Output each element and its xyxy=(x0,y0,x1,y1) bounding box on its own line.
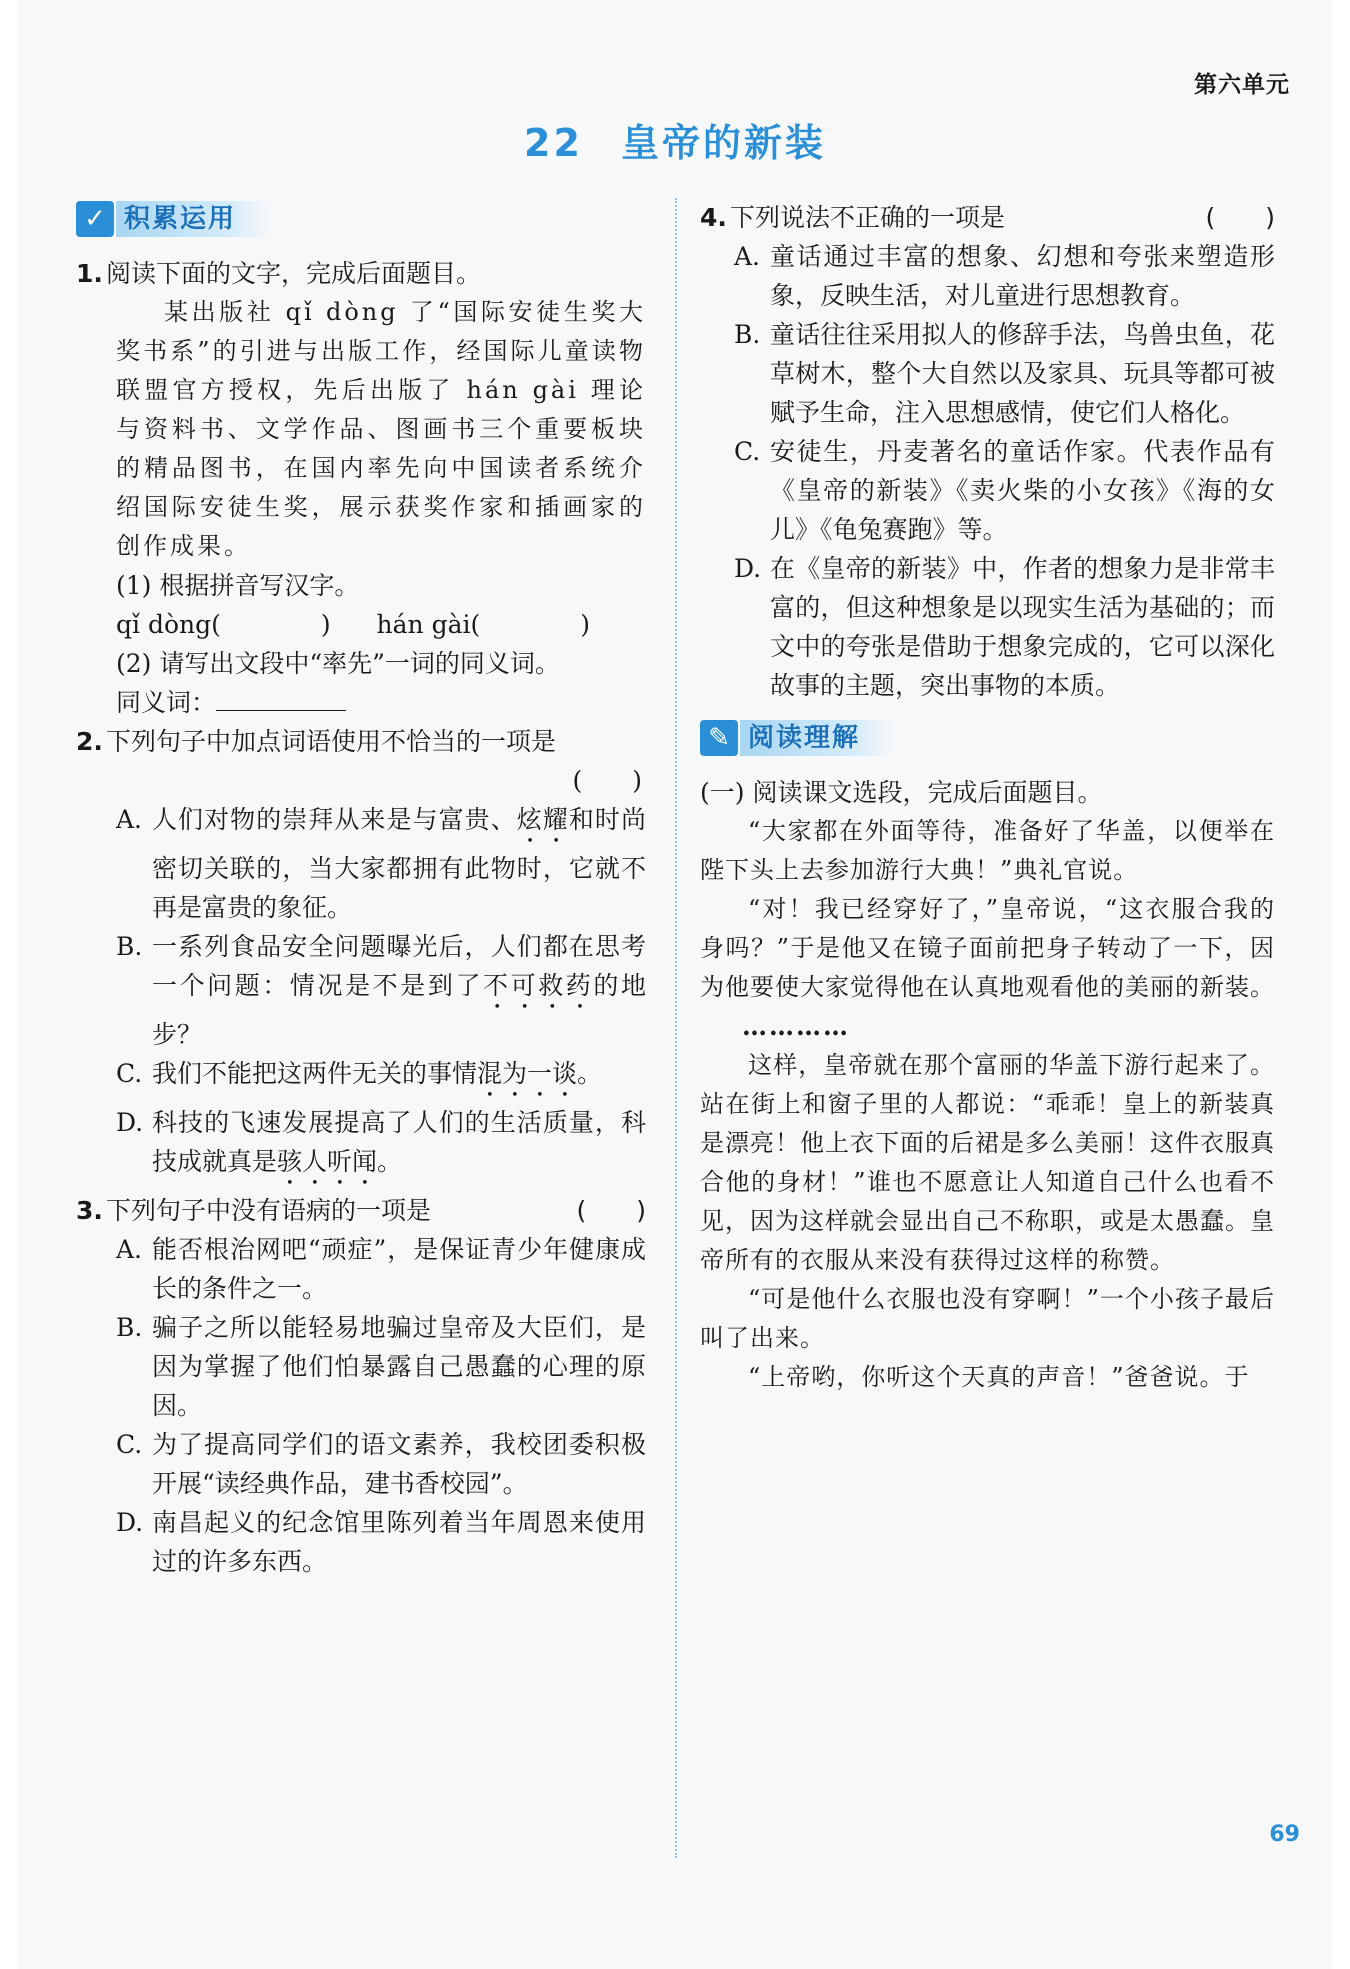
reading-paragraph-1: “大家都在外面等待，准备好了华盖，以便举在陛下头上去参加游行大典！”典礼官说。 xyxy=(700,817,1275,884)
check-icon: ✓ xyxy=(76,201,114,237)
emphasized-word: 混为一谈 xyxy=(477,1059,578,1088)
section-accumulate-label: 积累运用 xyxy=(116,201,270,237)
question-stem: 下列说法不正确的一项是 xyxy=(730,203,1006,232)
right-column xyxy=(700,198,1275,1397)
sub-question-1: (1) 根据拼音写汉字。 xyxy=(116,571,360,600)
reading-ellipsis: ………… xyxy=(742,1012,850,1041)
section-accumulate xyxy=(76,198,646,240)
reading-intro: (一) 阅读课文选段，完成后面题目。 xyxy=(700,778,1103,807)
question-stem: 阅读下面的文字，完成后面题目。 xyxy=(106,259,482,288)
question-passage: 某出版社 qǐ dòng 了“国际安徒生奖大奖书系”的引进与出版工作，经国际儿童读物联盟官方授权，先后出版了 hán gài 理论与资料书、文学作品、图画书三个重要板块的精品图书，在国内率先向中国读者系统介绍国际安徒生奖，展示获奖作家和插画家的创作成果。 xyxy=(116,298,646,560)
reading-paragraph-5: “上帝哟，你听这个天真的声音！”爸爸说。于 xyxy=(748,1363,1250,1391)
option-b: B. 童话往往采用拟人的修辞手法，鸟兽虫鱼，花草树木，整个大自然以及家具、玩具等都可被赋予生命，注入思想感情，使它们人格化。 xyxy=(734,320,1275,427)
question-stem: 下列句子中加点词语使用不恰当的一项是 xyxy=(106,727,557,756)
question-number: 4. xyxy=(700,203,727,232)
option-a: A. 人们对物的崇拜从来是与富贵、炫耀和时尚密切关联的，当大家都拥有此物时，它就不再是富贵的象征。 xyxy=(116,805,646,922)
option-b: B. 一系列食品安全问题曝光后，人们都在思考一个问题：情况是不是到了不可救药的地步？ xyxy=(116,932,646,1049)
question-3 xyxy=(76,1191,646,1581)
section-reading xyxy=(700,717,1275,759)
reading-paragraph-4: “可是他什么衣服也没有穿啊！”一个小孩子最后叫了出来。 xyxy=(700,1285,1275,1352)
option-c: C. 我们不能把这两件无关的事情混为一谈。 xyxy=(116,1059,603,1088)
option-c: C. 为了提高同学们的语文素养，我校团委积极开展“读经典作品，建书香校园”。 xyxy=(116,1430,646,1498)
synonym-label: 同义词： xyxy=(116,688,217,717)
synonym-blank[interactable] xyxy=(216,684,346,711)
option-d: D. 在《皇帝的新装》中，作者的想象力是非常丰富的，但这种想象是以现实生活为基础的；而文中的夸张是借助于想象完成的，它可以深化故事的主题，突出事物的本质。 xyxy=(734,554,1275,700)
question-stem: 下列句子中没有语病的一项是 xyxy=(106,1196,432,1225)
emphasized-word: 炫耀 xyxy=(516,805,569,834)
option-d: D. 南昌起义的纪念馆里陈列着当年周恩来使用过的许多东西。 xyxy=(116,1508,646,1576)
option-d: D. 科技的飞速发展提高了人们的生活质量，科技成就真是骇人听闻。 xyxy=(116,1108,646,1176)
emphasized-word: 骇人听闻 xyxy=(277,1147,378,1176)
answer-bracket[interactable]: ( ) xyxy=(572,766,642,795)
option-a: A. 童话通过丰富的想象、幻想和夸张来塑造形象，反映生活，对儿童进行思想教育。 xyxy=(734,242,1275,310)
reading-paragraph-2: “对！我已经穿好了，”皇帝说，“这衣服合我的身吗？”于是他又在镜子面前把身子转动了一下，因为他要使大家觉得他在认真地观看他的美丽的新装。 xyxy=(700,895,1275,1001)
section-reading-label: 阅读理解 xyxy=(740,720,894,756)
lesson-number: 22 xyxy=(524,121,583,165)
option-b: B. 骗子之所以能轻易地骗过皇帝及大臣们，是因为掌握了他们怕暴露自己愚蠢的心理的原因。 xyxy=(116,1313,646,1420)
lesson-title xyxy=(0,112,1350,167)
unit-label: 第六单元 xyxy=(1194,72,1290,98)
left-column xyxy=(76,198,646,1581)
question-2 xyxy=(76,722,646,1191)
question-number: 2. xyxy=(76,727,103,756)
reading-paragraph-3: 这样，皇帝就在那个富丽的华盖下游行起来了。站在街上和窗子里的人都说：“乖乖！皇上的新装真是漂亮！他上衣下面的后裙是多么美丽！这件衣服真合他的身材！”谁也不愿意让人知道自己什么也看不见，因为这样就会显出自己不称职，或是太愚蠢。皇帝所有的衣服从来没有获得过这样的称赞。 xyxy=(700,1051,1275,1274)
pinyin-blank-1[interactable]: qǐ dòng( ) xyxy=(116,610,331,639)
option-a: A. 能否根治网吧“顽症”，是保证青少年健康成长的条件之一。 xyxy=(116,1235,646,1303)
sub-question-2: (2) 请写出文段中“率先”一词的同义词。 xyxy=(116,649,560,678)
lesson-name: 皇帝的新装 xyxy=(620,121,826,165)
answer-bracket[interactable]: ( ) xyxy=(576,1196,646,1225)
emphasized-word: 不可救药 xyxy=(483,971,594,1000)
question-4 xyxy=(700,198,1275,705)
question-number: 3. xyxy=(76,1196,103,1225)
page-number: 69 xyxy=(1269,1822,1300,1847)
pinyin-blank-2[interactable]: hán gài( ) xyxy=(376,610,590,639)
answer-bracket[interactable]: ( ) xyxy=(1205,203,1275,232)
option-c: C. 安徒生，丹麦著名的童话作家。代表作品有《皇帝的新装》《卖火柴的小女孩》《海的女儿》《龟兔赛跑》等。 xyxy=(734,437,1275,544)
question-1 xyxy=(76,254,646,722)
column-divider xyxy=(675,198,677,1858)
edit-icon: ✎ xyxy=(700,720,738,756)
synonym-row xyxy=(76,683,646,722)
question-number: 1. xyxy=(76,259,103,288)
pinyin-row xyxy=(76,605,646,644)
